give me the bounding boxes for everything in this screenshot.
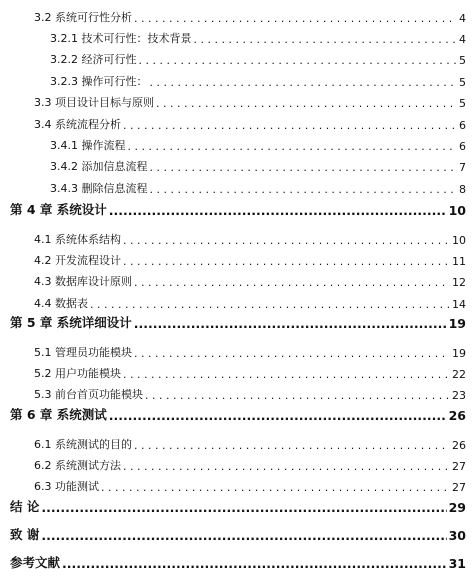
toc-entry-3-3[interactable] (34, 94, 466, 110)
leader-dots (145, 389, 450, 402)
leader-dots (150, 183, 457, 196)
toc-entry-6-2[interactable] (34, 457, 466, 473)
leader-dots (123, 255, 450, 268)
toc-entry-title: 结 论 (10, 499, 40, 514)
toc-entry-title: 3.3 项目设计目标与原则 (34, 96, 154, 109)
toc-entry-4-1[interactable] (34, 231, 466, 247)
toc-entry-page: 10 (448, 203, 466, 218)
toc-entry-title: 4.4 数据表 (34, 297, 88, 310)
leader-dots (62, 556, 447, 571)
toc-entry-3-4-1[interactable] (50, 137, 466, 153)
toc-entry-page: 5 (459, 97, 466, 110)
toc-entry-title: 参考文献 (10, 555, 61, 570)
leader-dots (150, 161, 457, 174)
leader-dots (150, 76, 457, 89)
toc-conclusion[interactable] (10, 497, 466, 515)
toc-acknowledgements[interactable] (10, 525, 466, 543)
leader-dots (134, 316, 447, 331)
leader-dots (123, 460, 450, 473)
toc-entry-page: 27 (452, 481, 466, 494)
toc-entry-title: 3.4.2 添加信息流程 (50, 160, 148, 173)
toc-references[interactable] (10, 553, 466, 571)
toc-entry-page: 8 (459, 183, 466, 196)
toc-entry-title: 第 5 章 系统详细设计 (10, 315, 132, 330)
toc-entry-4-2[interactable] (34, 252, 466, 268)
leader-dots (156, 97, 456, 110)
leader-dots (123, 368, 450, 381)
toc-entry-page: 26 (452, 439, 466, 452)
toc-entry-page: 31 (448, 556, 466, 571)
toc-entry-page: 4 (459, 12, 466, 25)
toc-entry-title: 6.2 系统测试方法 (34, 459, 121, 472)
toc-entry-title: 第 4 章 系统设计 (10, 202, 107, 217)
leader-dots (134, 347, 450, 360)
toc-entry-4-3[interactable] (34, 273, 466, 289)
leader-dots (134, 439, 450, 452)
leader-dots (194, 33, 457, 46)
toc-entry-page: 26 (448, 408, 466, 423)
leader-dots (123, 234, 450, 247)
toc-entry-title: 4.3 数据库设计原则 (34, 275, 132, 288)
toc-chapter-6[interactable] (10, 405, 466, 423)
toc-entry-6-1[interactable] (34, 436, 466, 452)
toc-entry-3-4-3[interactable] (50, 180, 466, 196)
toc-entry-page: 14 (452, 298, 466, 311)
leader-dots (139, 54, 457, 67)
leader-dots (123, 119, 456, 132)
toc-chapter-4[interactable] (10, 200, 466, 218)
leader-dots (41, 500, 446, 515)
toc-entry-3-4[interactable] (34, 116, 466, 132)
toc-entry-page: 4 (459, 33, 466, 46)
leader-dots (134, 12, 456, 25)
toc-entry-page: 27 (452, 460, 466, 473)
toc-entry-page: 6 (459, 140, 466, 153)
toc-entry-6-3[interactable] (34, 478, 466, 494)
toc-entry-title: 3.2.1 技术可行性：技术背景 (50, 32, 192, 45)
toc-entry-3-2-1[interactable] (50, 30, 466, 46)
toc-entry-page: 23 (452, 389, 466, 402)
toc-entry-5-2[interactable] (34, 365, 466, 381)
leader-dots (90, 298, 450, 311)
toc-entry-3-4-2[interactable] (50, 158, 466, 174)
toc-entry-page: 19 (452, 347, 466, 360)
toc-entry-page: 5 (459, 54, 466, 67)
toc-entry-page: 6 (459, 119, 466, 132)
toc-entry-title: 3.2.3 操作可行性： (50, 75, 148, 88)
toc-entry-page: 11 (452, 255, 466, 268)
toc-entry-title: 3.4 系统流程分析 (34, 118, 121, 131)
toc-entry-page: 12 (452, 276, 466, 289)
toc-entry-title: 4.1 系统体系结构 (34, 233, 121, 246)
toc-entry-page: 30 (448, 528, 466, 543)
toc-entry-3-2-3[interactable] (50, 73, 466, 89)
toc-entry-page: 7 (459, 161, 466, 174)
toc-entry-title: 3.2 系统可行性分析 (34, 11, 132, 24)
toc-entry-title: 3.2.2 经济可行性 (50, 53, 137, 66)
toc-entry-page: 29 (448, 500, 466, 515)
toc-entry-title: 5.1 管理员功能模块 (34, 346, 132, 359)
toc-entry-5-3[interactable] (34, 386, 466, 402)
toc-entry-title: 6.3 功能测试 (34, 480, 99, 493)
toc-entry-title: 3.4.1 操作流程 (50, 139, 126, 152)
leader-dots (101, 481, 450, 494)
toc-entry-title: 3.4.3 删除信息流程 (50, 182, 148, 195)
toc-entry-3-2[interactable] (34, 9, 466, 25)
leader-dots (134, 276, 450, 289)
toc-entry-page: 22 (452, 368, 466, 381)
toc-entry-page: 5 (459, 76, 466, 89)
toc-chapter-5[interactable] (10, 313, 466, 331)
toc-entry-title: 第 6 章 系统测试 (10, 407, 107, 422)
leader-dots (109, 408, 447, 423)
toc-entry-title: 5.2 用户功能模块 (34, 367, 121, 380)
leader-dots (128, 140, 457, 153)
toc-entry-4-4[interactable] (34, 295, 466, 311)
toc-entry-page: 19 (448, 316, 466, 331)
toc-entry-title: 5.3 前台首页功能模块 (34, 388, 143, 401)
toc-entry-page: 10 (452, 234, 466, 247)
toc-entry-5-1[interactable] (34, 344, 466, 360)
leader-dots (109, 203, 447, 218)
toc-entry-title: 致 谢 (10, 527, 40, 542)
toc-entry-title: 4.2 开发流程设计 (34, 254, 121, 267)
toc-entry-title: 6.1 系统测试的目的 (34, 438, 132, 451)
toc-entry-3-2-2[interactable] (50, 51, 466, 67)
leader-dots (41, 528, 446, 543)
